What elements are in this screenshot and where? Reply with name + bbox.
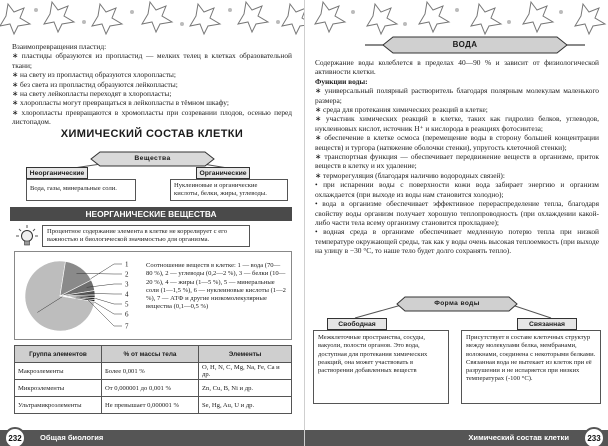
starburst-decoration [0, 0, 304, 36]
intro-line: ∗ хлоропласты могут превращаться в лейкопласты в тёмном шкафу; [12, 98, 229, 108]
elements-table [14, 345, 292, 414]
function-item: ∗ участник химических реакций в клетке, таких как гидролиз белков, углеводов, нуклеиновых кислот, источник H⁺ и кислорода в реакциях фотосинтеза; [315, 114, 599, 133]
intro-line: ∗ хлоропласты превращаются в хромопласты при созревании плодов, осенью перед листопадом. [12, 107, 292, 127]
pie-chart [18, 254, 136, 338]
footer-title: Общая биология [40, 433, 104, 442]
table-row [15, 380, 292, 397]
note-box [42, 225, 250, 247]
free-water-text: Межклеточные пространства, сосуды, вакуоли, полости органов. Это вода, доступная для протекания химических реакций, она может участвовать в растворении добавленных веществ [318, 334, 428, 375]
bound-water-text: Присутствует в составе клеточных структур между молекулами белка, мембранами, волокнами, соединена с некоторыми белками. Связанная вода не вытекает из клеток при её разрушении и не испаряется при низких температурах (-100 °С). [466, 334, 596, 383]
ratio-text: Соотношение веществ в клетке: 1 — вода (70—80 %), 2 — углеводы (0,2—2 %), 3 — белки (10—20 %), 4 — жиры (1—5 %), 5 — минеральные соли (1—1,5 %), 6 — нуклеиновые кислоты (1—2 %), 7 — АТФ и другие низкомолекулярные вещества (0,1—0,5 %) [146, 262, 286, 311]
intro-line: ∗ пластиды образуются из пропластид — мелких телец в клетках образовательной ткани; [12, 51, 292, 70]
intro-line: ∗ без света из пропластид образуются лейкопласты; [12, 79, 178, 89]
pie-label-2: 2 [125, 270, 129, 279]
substances-head: Вещества [134, 155, 171, 162]
table-cell: От 0,000001 до 0,001 % [102, 380, 199, 397]
free-water-head: Свободная [327, 318, 387, 330]
function-item: • водная среда в организме обеспечивает медленную потерю тепла при низкой температуре окружающей среды, так как у воды очень высокая теплоемкость (при выходе на улицу в −30 °C, то наше тело будет долго сохранять тепло). [315, 227, 600, 256]
functions-title: Функции воды: [315, 76, 368, 86]
table-row [15, 363, 292, 380]
function-item: ∗ терморегуляция (благодаря наличию водородных связей): [315, 170, 505, 180]
table-cell: Макроэлементы [15, 363, 102, 380]
intro-line: ∗ на свету лейкопласты переходят в хлоропласты; [12, 89, 172, 99]
function-item: ∗ универсальный полярный растворитель благодаря полярным молекулам маленького размера; [315, 86, 599, 105]
col-header: % от массы тела [102, 346, 199, 363]
inorganic-head: Неорганические [26, 167, 88, 179]
table-row [15, 397, 292, 414]
table-cell: Zn, Cu, B, Ni и др. [199, 380, 292, 397]
table-cell: Ультрамикроэлементы [15, 397, 102, 414]
right-page [304, 0, 608, 446]
left-footer [0, 430, 304, 446]
water-text [315, 58, 599, 256]
page-number: 233 [583, 427, 605, 446]
function-item: • вода в организме обеспечивает эффективное перераспределение тепла, благодаря свойству воды организм получает хорошую теплопроводность (при охлаждении какой-либо части тела всему организму становится прохладнее); [315, 199, 599, 227]
pie-label-5: 5 [125, 300, 129, 309]
footer-title: Химический состав клетки [468, 433, 569, 442]
plastid-interconversion-text [12, 42, 292, 127]
section-title: ХИМИЧЕСКИЙ СОСТАВ КЛЕТКИ [60, 128, 244, 140]
table-cell: Не превышает 0,000001 % [102, 397, 199, 414]
organic-box [170, 179, 288, 201]
right-footer [305, 430, 608, 446]
lightbulb-icon [16, 225, 38, 247]
note-text: Процентное содержание элемента в клетке не коррелирует с его важностью и биологической значимостью для организма. [47, 228, 228, 244]
forms-head: Форма воды [434, 300, 480, 307]
function-item: ∗ транспортная функция — обеспечивает передвижение веществ в организме, приток веществ в клетку и их удаление; [315, 152, 599, 171]
function-item: ∗ обеспечение в клетке осмоса (перемещение воды в сторону большей концентрации веществ) и тургора (натяжение оболочки стенки), упругость клеточной стенки); [315, 133, 599, 152]
inorganic-box [26, 179, 136, 201]
organic-head: Органические [196, 167, 250, 179]
table-cell: Более 0,001 % [102, 363, 199, 380]
function-item: • при испарении воды с поверхности кожи вода забирает энергию и организм охлаждается (при выходе из воды нам становится холодно); [315, 180, 599, 199]
table-cell: Микроэлементы [15, 380, 102, 397]
inorganic-band-title: НЕОРГАНИЧЕСКИЕ ВЕЩЕСТВА [10, 207, 292, 221]
col-header: Группа элементов [15, 346, 102, 363]
pie-label-3: 3 [125, 280, 129, 289]
inorganic-text: Вода, газы, минеральные соли. [30, 185, 117, 192]
pie-label-4: 4 [125, 290, 129, 299]
pie-label-7: 7 [125, 322, 129, 331]
starburst-decoration [305, 0, 608, 36]
pie-label-6: 6 [125, 310, 129, 319]
pie-label-1: 1 [125, 260, 129, 269]
bound-water-box [461, 330, 601, 404]
col-header: Элементы [199, 346, 292, 363]
table-cell: O, H, N, C, Mg, Na, Fe, Ca и др. [199, 363, 292, 380]
table-cell: Se, Hg, Au, U и др. [199, 397, 292, 414]
intro-line: ∗ на свету из пропластид образуются хлоропласты; [12, 70, 176, 80]
intro-line: Взаимопревращения пластид: [12, 42, 107, 51]
function-item: ∗ среда для протекания химических реакций в клетке; [315, 105, 488, 115]
water-intro: Содержание воды колеблется в пределах 40—90 % и зависит от физиологической активности клетки. [315, 58, 599, 77]
bound-water-head: Связанная [517, 318, 577, 330]
page-number: 232 [4, 427, 26, 446]
free-water-box [313, 330, 449, 404]
water-header: ВОДА [452, 40, 478, 49]
organic-text: Нуклеиновые и органические кислоты, белки, жиры, углеводы. [174, 182, 267, 198]
